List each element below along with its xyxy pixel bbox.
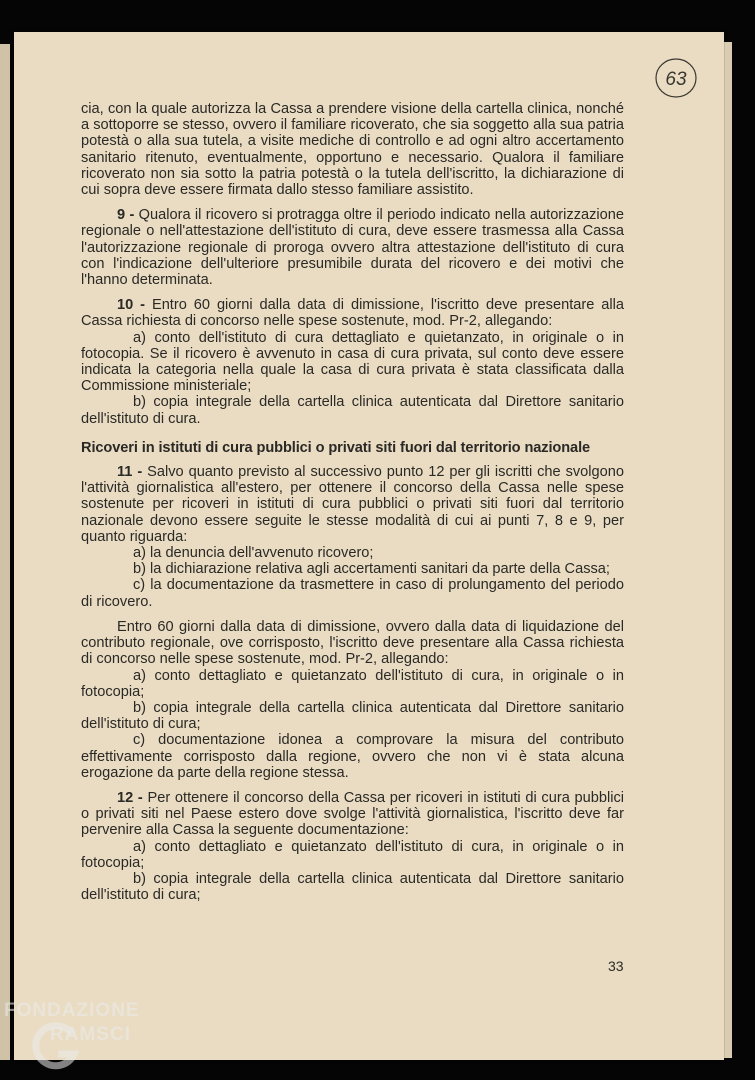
page-binding <box>0 44 10 1060</box>
list-item: a) la denuncia dell'avvenuto ricovero; <box>133 545 374 562</box>
list-item: c) documentazione idonea a comprovare la misura del contributo effettivamente corrisposto dalla regione, ovvero che non vi è stata alcuna erogazione da parte della regione stessa. <box>81 732 624 781</box>
page-number: 33 <box>608 958 624 974</box>
paragraph-12 <box>81 790 624 839</box>
item-number: 10 - <box>117 297 146 314</box>
document-body <box>81 101 624 903</box>
paragraph-text: Entro 60 giorni dalla data di dimissione, l'iscritto deve presentare alla Cassa richiesta di concorso nelle spese sostenute, mod. Pr-2, allegando: <box>81 297 624 330</box>
paragraph-text: Per ottenere il concorso della Cassa per ricoveri in istituti di cura pubblici o privati siti nel Paese estero dove svolge l'attività giornalistica, l'iscritto deve far pervenire alla Cassa la seguente documentazione: <box>81 789 624 839</box>
list-item: c) la documentazione da trasmettere in caso di prolungamento del periodo di ricovero. <box>81 577 624 610</box>
item-number: 9 - <box>117 207 135 224</box>
archive-number-stamp <box>654 55 698 99</box>
archive-number-text: 63 <box>665 69 687 90</box>
item-number: 12 - <box>117 789 143 806</box>
paragraph-continuation: cia, con la quale autorizza la Cassa a prendere visione della cartella clinica, nonché a sottoporre se stesso, ovvero il familiare ricoverato, che sia soggetto alla sua patria potestà o alla sua tutela, a visite mediche di controllo e ad ogni altro accertamento sanitario ritenuto, eventualmente, opportuno e necessario. Qualora il familiare ricoverato non sia sotto la patria potestà o la tutela dell'iscritto, la dichiarazione di cui sopra deve essere firmata dallo stesso familiare assistito. <box>81 101 624 199</box>
list-item: b) la dichiarazione relativa agli accertamenti sanitari da parte della Cassa; <box>133 561 610 578</box>
list-item: b) copia integrale della cartella clinica autenticata dal Direttore sanitario dell'istituto di cura; <box>81 870 624 904</box>
list-item: b) copia integrale della cartella clinica autenticata dal Direttore sanitario dell'istituto di cura; <box>81 699 624 733</box>
paragraph-9 <box>81 207 624 288</box>
page-edge <box>724 42 732 1058</box>
list-item: a) conto dettagliato e quietanzato dell'istituto di cura, in originale o in fotocopia; <box>81 838 624 871</box>
paragraph-deadline: Entro 60 giorni dalla data di dimissione, ovvero dalla data di liquidazione del contributo regionale, ove corrisposto, l'iscritto deve presentare alla Cassa richiesta di concorso nelle spese sostenute, mod. Pr-2, allegando: <box>81 618 624 668</box>
paragraph-11 <box>81 464 624 545</box>
list-item: a) conto dell'istituto di cura dettagliato e quietanzato, in originale o in fotocopia. Se il ricovero è avvenuto in casa di cura privata, sul conto deve essere indicata la categoria nella quale la casa di cura privata è stata classificata dalla Commissione ministeriale; <box>81 329 624 395</box>
paragraph-10 <box>81 297 624 329</box>
section-heading: Ricoveri in istituti di cura pubblici o privati siti fuori dal territorio nazionale <box>81 439 591 456</box>
list-item: a) conto dettagliato e quietanzato dell'istituto di cura, in originale o in fotocopia; <box>81 667 624 700</box>
list-item: b) copia integrale della cartella clinica autenticata dal Direttore sanitario dell'istituto di cura. <box>81 394 624 427</box>
paragraph-text: Qualora il ricovero si protragga oltre il periodo indicato nella autorizzazione regionale o nell'attestazione dell'istituto di cura, deve essere trasmessa alla Cassa l'autorizzazione regionale di proroga ovvero altra attestazione dell'istituto di cura con l'indicazione dell'ulteriore presumibile durata del ricovero e dei motivi che l'hanno determinata. <box>81 207 625 289</box>
paragraph-text: Salvo quanto previsto al successivo punto 12 per gli iscritti che svolgono l'attività giornalistica all'estero, per ottenere il concorso della Cassa nelle spese sostenute per ricoveri in istituti di cura pubblici o privati siti fuori dal territorio nazionale devono essere seguite le stesse modalità di cui ai punti 7, 8 e 9, per quanto riguarda: <box>81 464 625 545</box>
watermark-logo <box>4 996 194 1076</box>
watermark-line-1: FONDAZIONE <box>4 1000 140 1021</box>
item-number: 11 - <box>117 464 143 481</box>
watermark-line-2: RAMSCI <box>50 1024 131 1045</box>
